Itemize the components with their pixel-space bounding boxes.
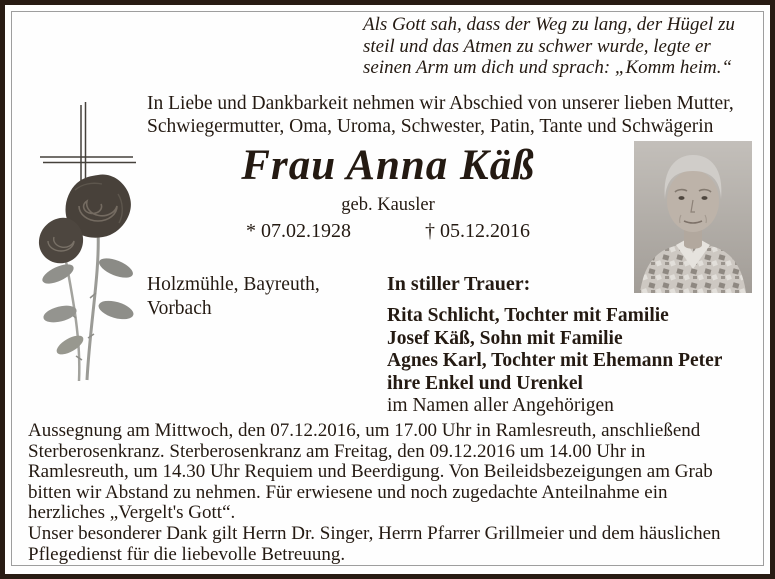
birth-date: * 07.02.1928 <box>246 220 351 242</box>
funeral-line: bitten wir Abstand zu nehmen. Für erwiesene und noch zugedachte Anteilnahme ein <box>28 481 668 503</box>
intro-line: Schwiegermutter, Oma, Uroma, Schwester, Patin, Tante und Schwägerin <box>147 115 714 137</box>
mourner-item: Agnes Karl, Tochter mit Ehemann Peter <box>387 350 723 371</box>
deceased-name: Frau Anna Käß <box>241 142 535 189</box>
thanks-line: Pflegedienst für die liebevolle Betreuung. <box>28 543 346 565</box>
deceased-block <box>108 142 668 243</box>
memorial-quote <box>363 14 735 79</box>
mourner-item: ihre Enkel und Urenkel <box>387 372 583 394</box>
funeral-line: Sterberosenkranz. Sterberosenkranz am Freitag, den 09.12.2016 um 14.00 Uhr in <box>28 440 646 462</box>
thanks-line: Unser besonderer Dank gilt Herrn Dr. Singer, Herrn Pfarrer Grillmeier und dem häuslichen <box>28 522 721 544</box>
farewell-intro <box>147 93 757 138</box>
mourner-item: Josef Käß, Sohn mit Familie <box>387 327 623 349</box>
portrait-photo <box>634 141 752 293</box>
place-line: Holzmühle, Bayreuth, <box>147 274 320 295</box>
place-line: Vorbach <box>147 298 212 319</box>
intro-line: In Liebe und Dankbarkeit nehmen wir Abschied von unserer lieben Mutter, <box>147 93 734 114</box>
quote-line: seinen Arm um dich und sprach: „Komm heim.“ <box>363 57 733 78</box>
mourner-item: Rita Schlicht, Tochter mit Familie <box>387 305 669 326</box>
life-dates <box>108 220 668 243</box>
rose-leaves <box>40 254 136 358</box>
residence-places <box>147 273 320 321</box>
funeral-announcement <box>28 421 758 565</box>
eye <box>702 196 708 200</box>
maiden-name: geb. Kausler <box>341 195 435 215</box>
quote-line: Als Gott sah, dass der Weg zu lang, der Hügel zu <box>363 14 735 35</box>
funeral-line: Ramlesreuth, um 14.30 Uhr Requiem und Beerdigung. Von Beileidsbezeigungen am Grab <box>28 461 713 483</box>
quote-line: steil und das Atmen zu schwer wurde, legte er <box>363 35 711 57</box>
rose-flower-small <box>39 218 83 264</box>
mourning-footer: im Namen aller Angehörigen <box>387 395 614 416</box>
funeral-line: Aussegnung am Mittwoch, den 07.12.2016, um 17.00 Uhr in Ramlesreuth, anschließend <box>28 420 701 441</box>
mourning-section <box>387 273 747 418</box>
death-date: † 05.12.2016 <box>425 220 530 242</box>
funeral-line: herzliches „Vergelt's Gott“. <box>28 502 236 524</box>
eye <box>679 196 685 200</box>
mourner-list <box>387 305 747 418</box>
mourning-header: In stiller Trauer: <box>387 273 531 295</box>
rose-stem <box>87 230 98 380</box>
